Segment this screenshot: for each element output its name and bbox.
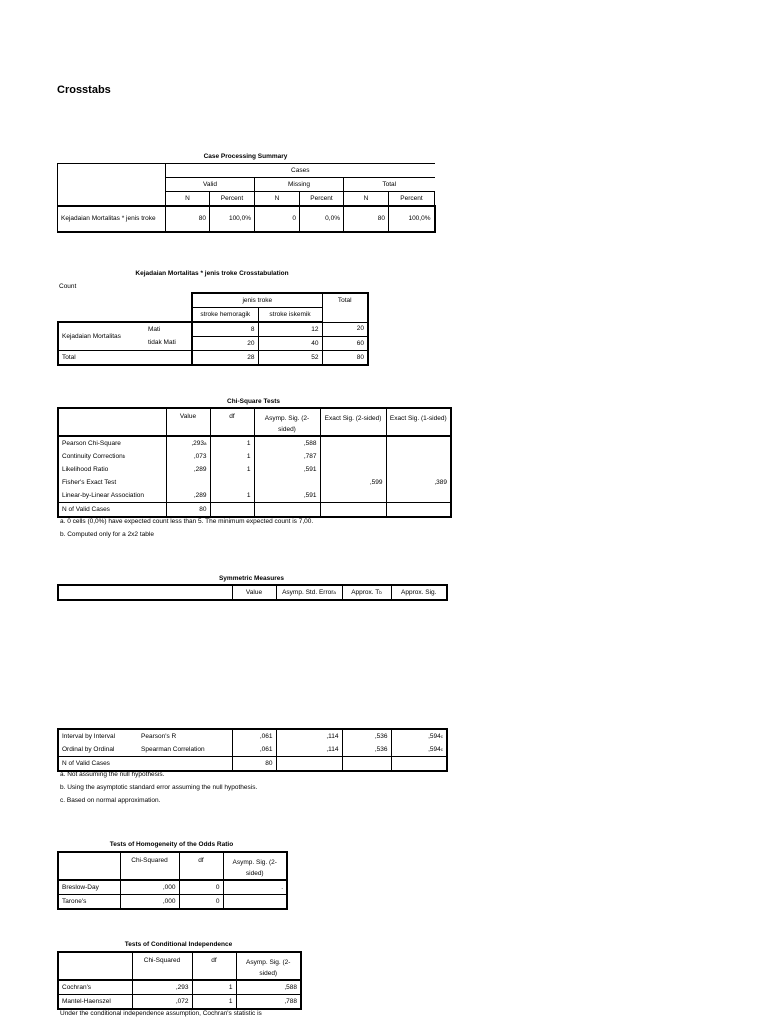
row-label-tidak-mati: tidak Mati — [140, 337, 192, 351]
cell-breslow-df: 0 — [179, 880, 223, 895]
crosstab-caption: Kejadaian Mortalitas * jenis troke Crosstabulation — [135, 270, 289, 277]
cell-n-valid-exact2 — [320, 503, 386, 518]
row-label-cochrans: Cochran's — [58, 980, 132, 995]
cell-total-iskemik: 52 — [258, 351, 322, 366]
empty-corner — [58, 852, 120, 880]
cell-fisher-value — [166, 476, 210, 489]
cell-fisher-exact1: ,389 — [386, 476, 451, 489]
cell-pearson-df: 1 — [210, 436, 254, 450]
cell-spearman-t: ,536 — [342, 743, 391, 757]
cell-continuity-asymp: ,787 — [254, 450, 320, 463]
cell-valid-n: 80 — [166, 206, 210, 232]
empty-corner — [58, 293, 192, 322]
row-label-n-valid: N of Valid Cases — [58, 757, 232, 772]
cell-n-valid-exact1 — [386, 503, 451, 518]
cell-continuity-exact2 — [320, 450, 386, 463]
row-label-pearsons-r: Pearson's R — [138, 729, 232, 743]
empty-corner — [58, 585, 232, 600]
cell-missing-n: 0 — [255, 206, 300, 232]
cell-likelihood-exact2 — [320, 463, 386, 476]
cell-fisher-exact2: ,599 — [320, 476, 386, 489]
header-n: N — [255, 192, 300, 207]
chi-square-caption: Chi-Square Tests — [227, 398, 280, 405]
symmetric-note-b: b. Using the asymptotic standard error assuming the null hypothesis. — [60, 784, 258, 791]
cell-mantel-chi: ,072 — [132, 995, 192, 1010]
row-label-tarones: Tarone's — [58, 895, 120, 910]
header-percent: Percent — [389, 192, 435, 207]
cell-spearman-sig: ,594$^c$ — [391, 743, 447, 757]
cell-tarones-sig — [223, 895, 287, 910]
cell-likelihood-asymp: ,591 — [254, 463, 320, 476]
header-asymp-sig: Asymp. Sig. (2-sided) — [236, 952, 301, 980]
cell-pearson-exact2 — [320, 436, 386, 450]
header-approx-sig: Approx. Sig. — [391, 585, 447, 600]
cell-spearman-value: ,061 — [232, 743, 276, 757]
header-missing: Missing — [255, 178, 344, 192]
conditional-note: Under the conditional independence assumption, Cochran's statistic is — [60, 1010, 262, 1017]
symmetric-header-table — [57, 584, 448, 601]
header-valid: Valid — [166, 178, 255, 192]
row-label: Kejadaian Mortalitas * jenis troke — [58, 206, 166, 232]
cell-linear-asymp: ,591 — [254, 489, 320, 503]
row-label-pearson: Pearson Chi-Square — [58, 436, 166, 450]
cell-mati-iskemik: 12 — [258, 322, 322, 337]
row-label-spearman: Spearman Correlation — [138, 743, 232, 757]
header-value: Value — [166, 408, 210, 436]
row-label-likelihood: Likelihood Ratio — [58, 463, 166, 476]
cell-pearsons-r-value: ,061 — [232, 729, 276, 743]
crosstab-count-label: Count — [59, 283, 77, 290]
header-total: Total — [344, 178, 435, 192]
cell-likelihood-value: ,289 — [166, 463, 210, 476]
empty-corner — [58, 164, 166, 207]
cell-continuity-value: ,073 — [166, 450, 210, 463]
header-chi-squared: Chi-Squared — [132, 952, 192, 980]
cell-cochrans-df: 1 — [192, 980, 236, 995]
cell-missing-percent: 0,0% — [300, 206, 344, 232]
cell-mati-total: 20 — [322, 322, 368, 337]
header-cases: Cases — [166, 164, 435, 178]
row-label-n-valid: N of Valid Cases — [58, 503, 166, 518]
row-label-continuity: Continuity Correction$^b$ — [58, 450, 166, 463]
cell-pearsons-r-t: ,536 — [342, 729, 391, 743]
cell-fisher-df — [210, 476, 254, 489]
cell-pearsons-r-se: ,114 — [276, 729, 342, 743]
cell-pearsons-r-sig: ,594$^c$ — [391, 729, 447, 743]
homogeneity-caption: Tests of Homogeneity of the Odds Ratio — [109, 841, 234, 848]
symmetric-note-a: a. Not assuming the null hypothesis. — [60, 771, 165, 778]
crosstab-table — [57, 292, 369, 366]
conditional-table — [57, 951, 302, 1010]
cell-n-valid-sig — [391, 757, 447, 772]
cell-mantel-sig: ,788 — [236, 995, 301, 1010]
cell-likelihood-df: 1 — [210, 463, 254, 476]
cell-total-percent: 100,0% — [389, 206, 435, 232]
cell-n-valid-se — [276, 757, 342, 772]
cell-linear-exact2 — [320, 489, 386, 503]
header-stroke-hemoragik: stroke hemoragik — [192, 308, 258, 323]
row-label-mantel-haenszel: Mantel-Haenszel — [58, 995, 132, 1010]
cell-linear-df: 1 — [210, 489, 254, 503]
cell-total-total: 80 — [322, 351, 368, 366]
cell-tarones-chi: ,000 — [120, 895, 179, 910]
header-df: df — [192, 952, 236, 980]
cell-n-valid-value: 80 — [166, 503, 210, 518]
row-variable-label: Kejadaian Mortalitas — [58, 322, 140, 351]
row-label-fisher: Fisher's Exact Test — [58, 476, 166, 489]
header-asymp-sig: Asymp. Sig. (2-sided) — [223, 852, 287, 880]
header-df: df — [210, 408, 254, 436]
cell-tidak-mati-total: 60 — [322, 337, 368, 351]
header-n: N — [344, 192, 389, 207]
cell-continuity-exact1 — [386, 450, 451, 463]
cell-mantel-df: 1 — [192, 995, 236, 1010]
cell-total-n: 80 — [344, 206, 389, 232]
page-title: Crosstabs — [57, 84, 111, 96]
cell-n-valid-t — [342, 757, 391, 772]
cell-pearson-value: ,293$^a$ — [166, 436, 210, 450]
cell-fisher-asymp — [254, 476, 320, 489]
header-percent: Percent — [300, 192, 344, 207]
row-label-total: Total — [58, 351, 192, 366]
chi-square-note-a: a. 0 cells (0,0%) have expected count less than 5. The minimum expected count is 7,00. — [60, 518, 314, 525]
cell-n-valid-df — [210, 503, 254, 518]
case-processing-caption: Case Processing Summary — [203, 153, 288, 160]
cell-tidak-mati-hemoragik: 20 — [192, 337, 258, 351]
chi-square-note-b: b. Computed only for a 2x2 table — [60, 531, 154, 538]
header-exact-sig-2: Exact Sig. (2-sided) — [320, 408, 386, 436]
cell-cochrans-chi: ,293 — [132, 980, 192, 995]
chi-square-table — [57, 407, 452, 518]
header-asymp-std-error: Asymp. Std. Error$^a$ — [276, 585, 342, 600]
cell-cochrans-sig: ,588 — [236, 980, 301, 995]
row-label-linear: Linear-by-Linear Association — [58, 489, 166, 503]
cell-n-valid-value: 80 — [232, 757, 276, 772]
cell-n-valid-asymp — [254, 503, 320, 518]
row-group-ordinal: Ordinal by Ordinal — [58, 743, 138, 757]
header-approx-t: Approx. $T^b$ — [342, 585, 391, 600]
cell-likelihood-exact1 — [386, 463, 451, 476]
header-chi-squared: Chi-Squared — [120, 852, 179, 880]
cell-linear-exact1 — [386, 489, 451, 503]
row-group-interval: Interval by Interval — [58, 729, 138, 743]
header-stroke-iskemik: stroke iskemik — [258, 308, 322, 323]
cell-pearson-asymp: ,588 — [254, 436, 320, 450]
cell-tidak-mati-iskemik: 40 — [258, 337, 322, 351]
header-exact-sig-1: Exact Sig. (1-sided) — [386, 408, 451, 436]
cell-breslow-sig: . — [223, 880, 287, 895]
row-label-breslow-day: Breslow-Day — [58, 880, 120, 895]
header-value: Value — [232, 585, 276, 600]
symmetric-caption: Symmetric Measures — [218, 575, 285, 582]
case-processing-table — [57, 163, 436, 233]
cell-spearman-se: ,114 — [276, 743, 342, 757]
header-percent: Percent — [210, 192, 255, 207]
empty-corner — [58, 952, 132, 980]
symmetric-note-c: c. Based on normal approximation. — [60, 797, 161, 804]
header-jenis-troke: jenis troke — [192, 293, 322, 308]
empty-corner — [58, 408, 166, 436]
header-n: N — [166, 192, 210, 207]
homogeneity-table — [57, 851, 288, 910]
cell-linear-value: ,289 — [166, 489, 210, 503]
cell-continuity-df: 1 — [210, 450, 254, 463]
cell-pearson-exact1 — [386, 436, 451, 450]
cell-tarones-df: 0 — [179, 895, 223, 910]
header-total: Total — [322, 293, 368, 322]
row-label-mati: Mati — [140, 322, 192, 337]
header-df: df — [179, 852, 223, 880]
cell-valid-percent: 100,0% — [210, 206, 255, 232]
symmetric-body-table — [57, 728, 448, 772]
cell-mati-hemoragik: 8 — [192, 322, 258, 337]
header-asymp-sig: Asymp. Sig. (2-sided) — [254, 408, 320, 436]
conditional-caption: Tests of Conditional Independence — [124, 941, 233, 948]
cell-breslow-chi: ,000 — [120, 880, 179, 895]
cell-total-hemoragik: 28 — [192, 351, 258, 366]
